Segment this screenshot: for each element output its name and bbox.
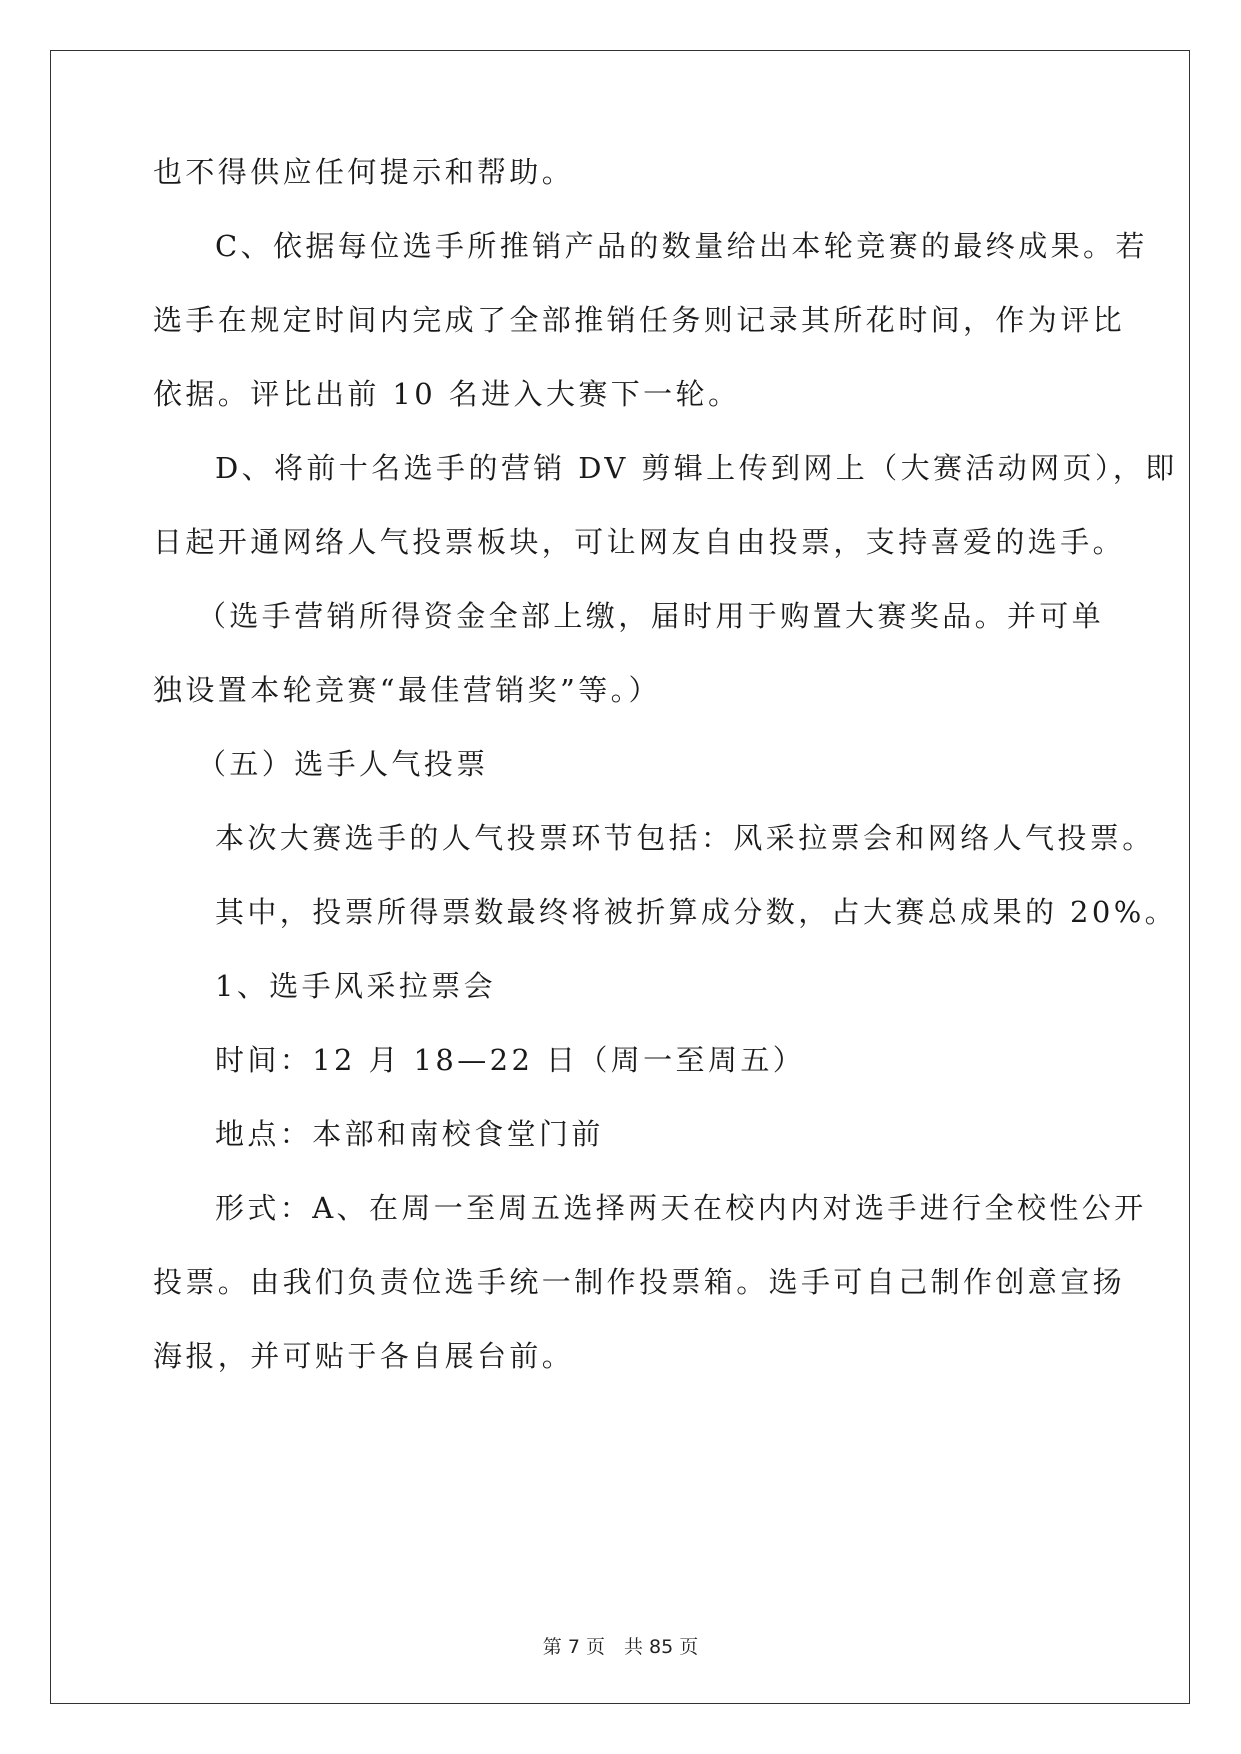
body-line-2: C、依据每位选手所推销产品的数量给出本轮竞赛的最终成果。若 <box>215 229 1148 263</box>
body-line-3: 选手在规定时间内完成了全部推销任务则记录其所花时间，作为评比 <box>153 303 1126 337</box>
time-line: 时间：12 月 18—22 日（周一至周五） <box>215 1043 806 1077</box>
body-line-11: 其中，投票所得票数最终将被折算成分数，占大赛总成果的 20%。 <box>215 895 1178 929</box>
body-line-5: D、将前十名选手的营销 DV 剪辑上传到网上（大赛活动网页），即 <box>215 451 1178 485</box>
body-line-6: 日起开通网络人气投票板块，可让网友自由投票，支持喜爱的选手。 <box>153 525 1126 559</box>
page-border <box>50 50 1190 1704</box>
page-number-footer: 第 7 页 共 85 页 <box>542 1636 699 1658</box>
body-line-16: 投票。由我们负责位选手统一制作投票箱。选手可自己制作创意宣扬 <box>153 1265 1126 1299</box>
body-line-17: 海报，并可贴于各自展台前。 <box>153 1339 575 1373</box>
body-line-8: 独设置本轮竞赛“最佳营销奖”等。） <box>153 673 661 707</box>
section-heading: （五）选手人气投票 <box>197 747 489 781</box>
body-line-1: 也不得供应任何提示和帮助。 <box>153 155 575 189</box>
body-line-7: （选手营销所得资金全部上缴，届时用于购置大赛奖品。并可单 <box>197 599 1105 633</box>
body-line-10: 本次大赛选手的人气投票环节包括：风采拉票会和网络人气投票。 <box>215 821 1155 855</box>
format-line: 形式：A、在周一至周五选择两天在校内内对选手进行全校性公开 <box>215 1191 1147 1225</box>
location-line: 地点：本部和南校食堂门前 <box>215 1117 604 1151</box>
subsection-heading: 1、选手风采拉票会 <box>215 969 497 1003</box>
body-line-4: 依据。评比出前 10 名进入大赛下一轮。 <box>153 377 741 411</box>
